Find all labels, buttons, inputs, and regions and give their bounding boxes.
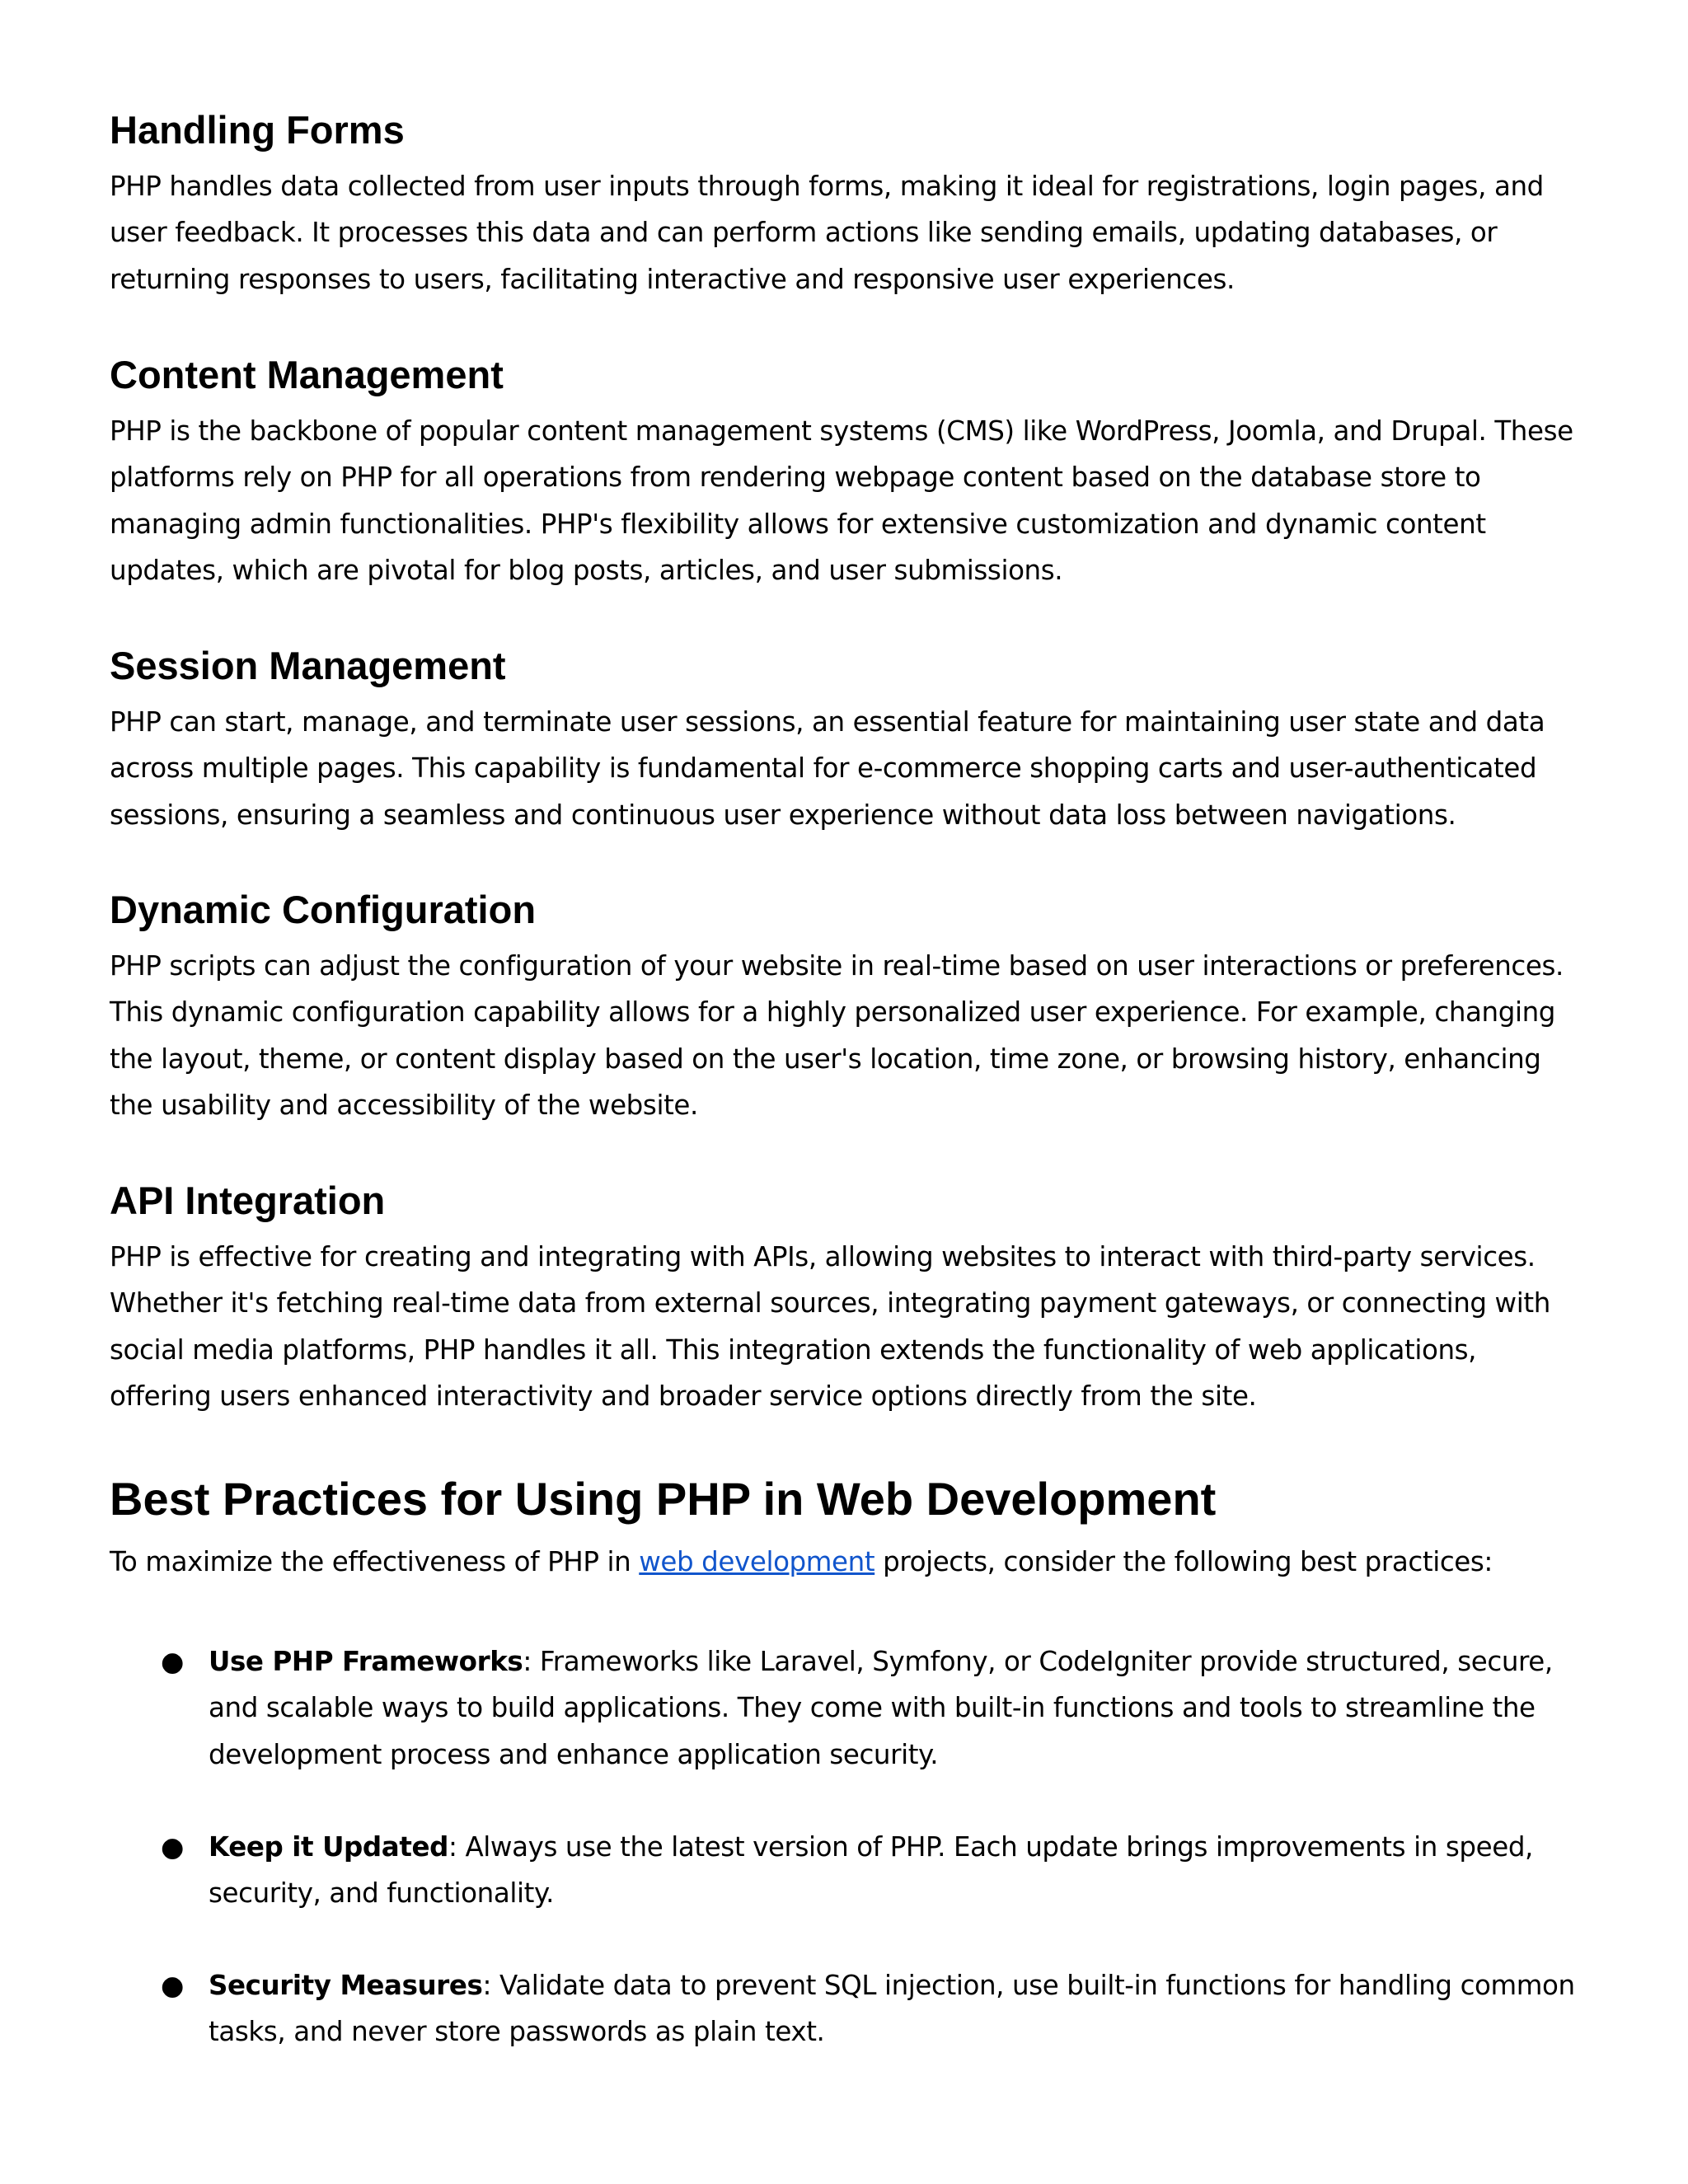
intro-text-before: To maximize the effectiveness of PHP in (110, 1546, 640, 1577)
section-body: PHP handles data collected from user inputs through forms, making it ideal for registrations, login pages, and user feedback. It processes this data and can perform actions like sending emails, updating databases, or returning responses to users, facilitating interactive and responsive user experiences. (110, 171, 1544, 295)
bullet-icon: ● (161, 1646, 185, 1677)
section-heading: Handling Forms (110, 108, 405, 152)
list-item-term: Keep it Updated (209, 1831, 448, 1863)
section-session-management (110, 641, 1585, 838)
list-item-description: : Validate data to prevent SQL injection, use built-in functions for handling common tasks, and never store passwords as plain text. (209, 1970, 1575, 2048)
list-item-description: : Frameworks like Laravel, Symfony, or CodeIgniter provide structured, secure, and scalable ways to build applications. They come with built-in functions and tools to streamline the development process and enhance application security. (209, 1646, 1553, 1770)
best-practices-heading: Best Practices for Using PHP in Web Development (110, 1473, 1217, 1525)
section-body: PHP is the backbone of popular content management systems (CMS) like WordPress, Joomla, and Drupal. These platforms rely on PHP for all operations from rendering webpage content based on the database store to managing admin functionalities. PHP's flexibility allows for extensive customization and dynamic content updates, which are pivotal for blog posts, articles, and user submissions. (110, 415, 1573, 586)
list-item-text (209, 1824, 1585, 1917)
list-item-text (209, 1638, 1585, 1778)
section-heading: Dynamic Configuration (110, 888, 537, 931)
list-item-description: : Always use the latest version of PHP. Each update brings improvements in speed, security, and functionality. (209, 1831, 1533, 1910)
best-practices-intro (110, 1539, 1585, 1585)
section-dynamic-configuration (110, 885, 1585, 1128)
bullet-icon: ● (161, 1970, 185, 2001)
intro-text-after: projects, consider the following best practices: (874, 1546, 1493, 1577)
list-item-text (209, 1962, 1585, 2055)
section-heading: API Integration (110, 1179, 386, 1222)
section-heading: Session Management (110, 644, 506, 687)
section-body: PHP is effective for creating and integrating with APIs, allowing websites to interact with third-party services. Whether it's fetching real-time data from external sources, integrating payment gateways, or connecting with social media platforms, PHP handles it all. This integration extends the functionality of web applications, offering users enhanced interactivity and broader service options directly from the site. (110, 1241, 1550, 1412)
section-body: PHP can start, manage, and terminate user sessions, an essential feature for maintaining user state and data across multiple pages. This capability is fundamental for e-commerce shopping carts and user-authenticated sessions, ensuring a seamless and continuous user experience without data loss between navigations. (110, 706, 1545, 831)
section-api-integration (110, 1176, 1585, 1419)
section-heading: Content Management (110, 353, 504, 396)
bullet-icon: ● (161, 1831, 185, 1863)
section-content-management (110, 350, 1585, 593)
list-item-term: Use PHP Frameworks (209, 1646, 523, 1677)
list-item-term: Security Measures (209, 1970, 483, 2001)
section-handling-forms (110, 105, 1585, 302)
section-body: PHP scripts can adjust the configuration of your website in real-time based on user interactions or preferences. This dynamic configuration capability allows for a highly personalized user experience. For example, changing the layout, theme, or content display based on the user's location, time zone, or browsing history, enhancing the usability and accessibility of the website. (110, 950, 1564, 1121)
section-best-practices (110, 1469, 1585, 1585)
web-development-link[interactable]: web development (639, 1546, 875, 1577)
